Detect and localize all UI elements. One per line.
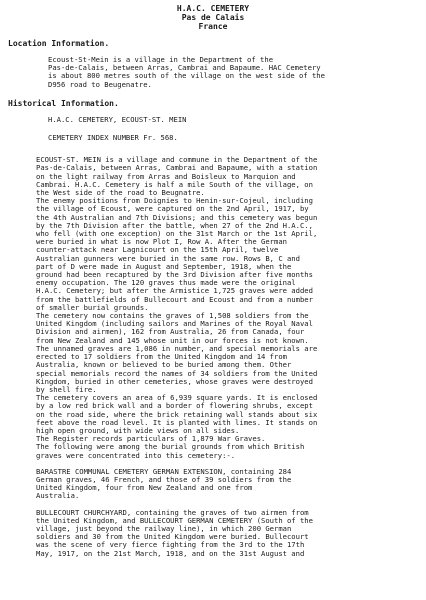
barastre-paragraph: BARASTRE COMMUNAL CEMETERY GERMAN EXTENSION, containing 284 German graves, 46 French, and those of 39 soldiers from the United Kingdom, four from New Zealand and one from Australia. xyxy=(36,466,292,501)
document-country: France xyxy=(198,22,228,31)
bullecourt-paragraph: BULLECOURT CHURCHYARD, containing the graves of two airmen from the United Kingdom, and BULLECOURT GERMAN CEMETERY (South of the village, just beyond the railway line), in which 200 German soldiers and 30 from the United Kingdom were buried. Bullecourt was the scene of very fierce fighting from the 3rd to the 17th May, 1917, on the 21st March, 1918, and on the 31st August and xyxy=(36,507,313,558)
location-heading: Location Information. xyxy=(8,39,110,48)
location-text: Ecoust-St-Mein is a village in the Department of the Pas-de-Calais, between Arras, Cambrai and Bapaume. HAC Cemetery is about 800 metres south of the village on the west side of the D956 road to Beugenatre. xyxy=(48,55,325,89)
historical-heading: Historical Information. xyxy=(8,98,119,108)
cemetery-index-number: CEMETERY INDEX NUMBER Fr. 568. xyxy=(48,133,178,143)
cemetery-name: H.A.C. CEMETERY, ECOUST-ST. MEIN xyxy=(48,114,187,124)
document-subtitle: Pas de Calais xyxy=(181,13,245,22)
document-title: H.A.C. CEMETERY xyxy=(176,4,250,13)
history-paragraph: ECOUST-ST. MEIN is a village and commune in the Department of the Pas-de-Calais, between Arras, Cambrai and Bapaume, with a station on the light railway from Arras and Boisleux to Marquion and Cambrai. H.A.C. Cemetery is half a mile South of the village, on the West side of the road to Beugnatre. The enemy positions from Doignies to Henin-sur-Cojeul, including the village of Ecoust, were captured on the 2nd April, 1917, by the 4th Australian and 7th Divisions; and this cemetery was begun by the 7th Division after the battle, when 27 of the 2nd H.A.C., who fell (with one exception) on the 31st March or the 1st April, were buried in what is now Plot I, Row A. After the German counter-attack near Lagnicourt on the 15th April, twelve Australian gunners were buried in the same row. Rows B, C and part of D were made in August and September, 1918, when the ground had been recaptured by the 3rd Division after five months enemy occupation. The 120 graves thus made were the original H.A.C. Cemetery; but after the Armistice 1,725 graves were added from the battlefields of Bullecourt and Ecoust and from a number of smaller burial grounds. The cemetery now contains the graves of 1,508 soldiers from the United Kingdom (including sailors and Marines of the Royal Naval Division and airmen), 162 from Australia, 26 from Canada, four from New Zealand and 145 whose unit in our forces is not known. The unnamed graves are 1,086 in number, and special memorials are erected to 17 soldiers from the United Kingdom and 14 from Australia, known or believed to be buried among them. Other special memorials record the names of 34 soldiers from the United Kingdom, buried in other cemeteries, whose graves were destroyed by shell fire. The cemetery covers an area of 6,939 square yards. It is enclosed by a low red brick wall and a border of flowering shrubs, except on the road side, where the brick retaining wall stands about six feet above the road level. It is planted with limes. It stands on high open ground, with wide views on all sides. The Register records particulars of 1,879 War Graves. The following were among the burial grounds from which British graves were concentrated into this cemetery:-. xyxy=(36,155,318,460)
